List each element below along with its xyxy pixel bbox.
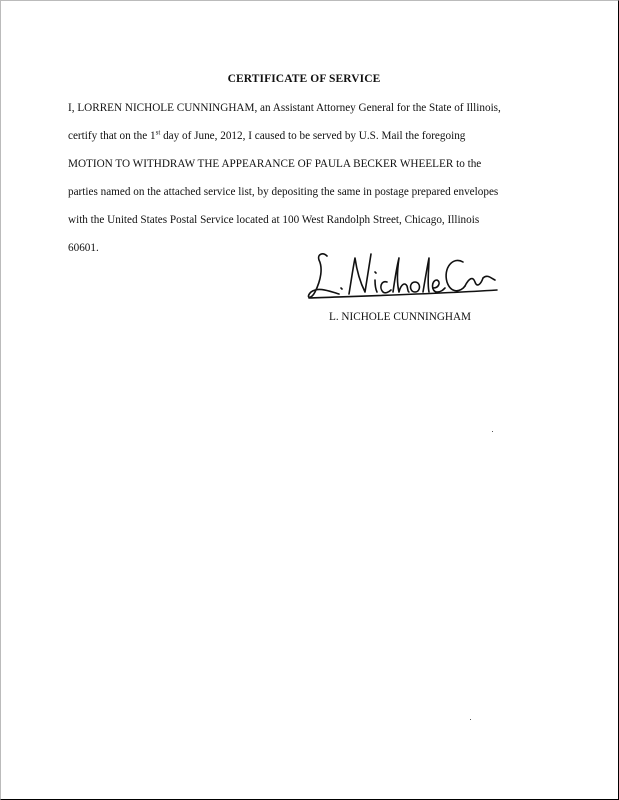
body-line-4: parties named on the attached service list, by depositing the same in postage prepared envelopes bbox=[68, 186, 499, 198]
certificate-title: CERTIFICATE OF SERVICE bbox=[227, 73, 381, 85]
scan-speck bbox=[492, 431, 493, 432]
body-line-5: with the United States Postal Service located at 100 West Randolph Street, Chicago, Illinois bbox=[68, 214, 480, 226]
handwritten-signature bbox=[305, 248, 501, 304]
body-line-1: I, LORREN NICHOLE CUNNINGHAM, an Assistant Attorney General for the State of Illinois, bbox=[68, 102, 501, 114]
body-line-3: MOTION TO WITHDRAW THE APPEARANCE OF PAULA BECKER WHEELER to the bbox=[68, 158, 482, 170]
body-line-2 bbox=[68, 130, 465, 142]
body-line-6: 60601. bbox=[68, 242, 99, 254]
signer-name: L. NICHOLE CUNNINGHAM bbox=[329, 311, 472, 323]
ordinal-suffix: st bbox=[155, 128, 161, 137]
scan-speck bbox=[470, 719, 471, 720]
body-line-2-start: certify that on the 1 bbox=[68, 130, 156, 142]
body-line-2-end: day of June, 2012, I caused to be served by U.S. Mail the foregoing bbox=[160, 130, 466, 142]
